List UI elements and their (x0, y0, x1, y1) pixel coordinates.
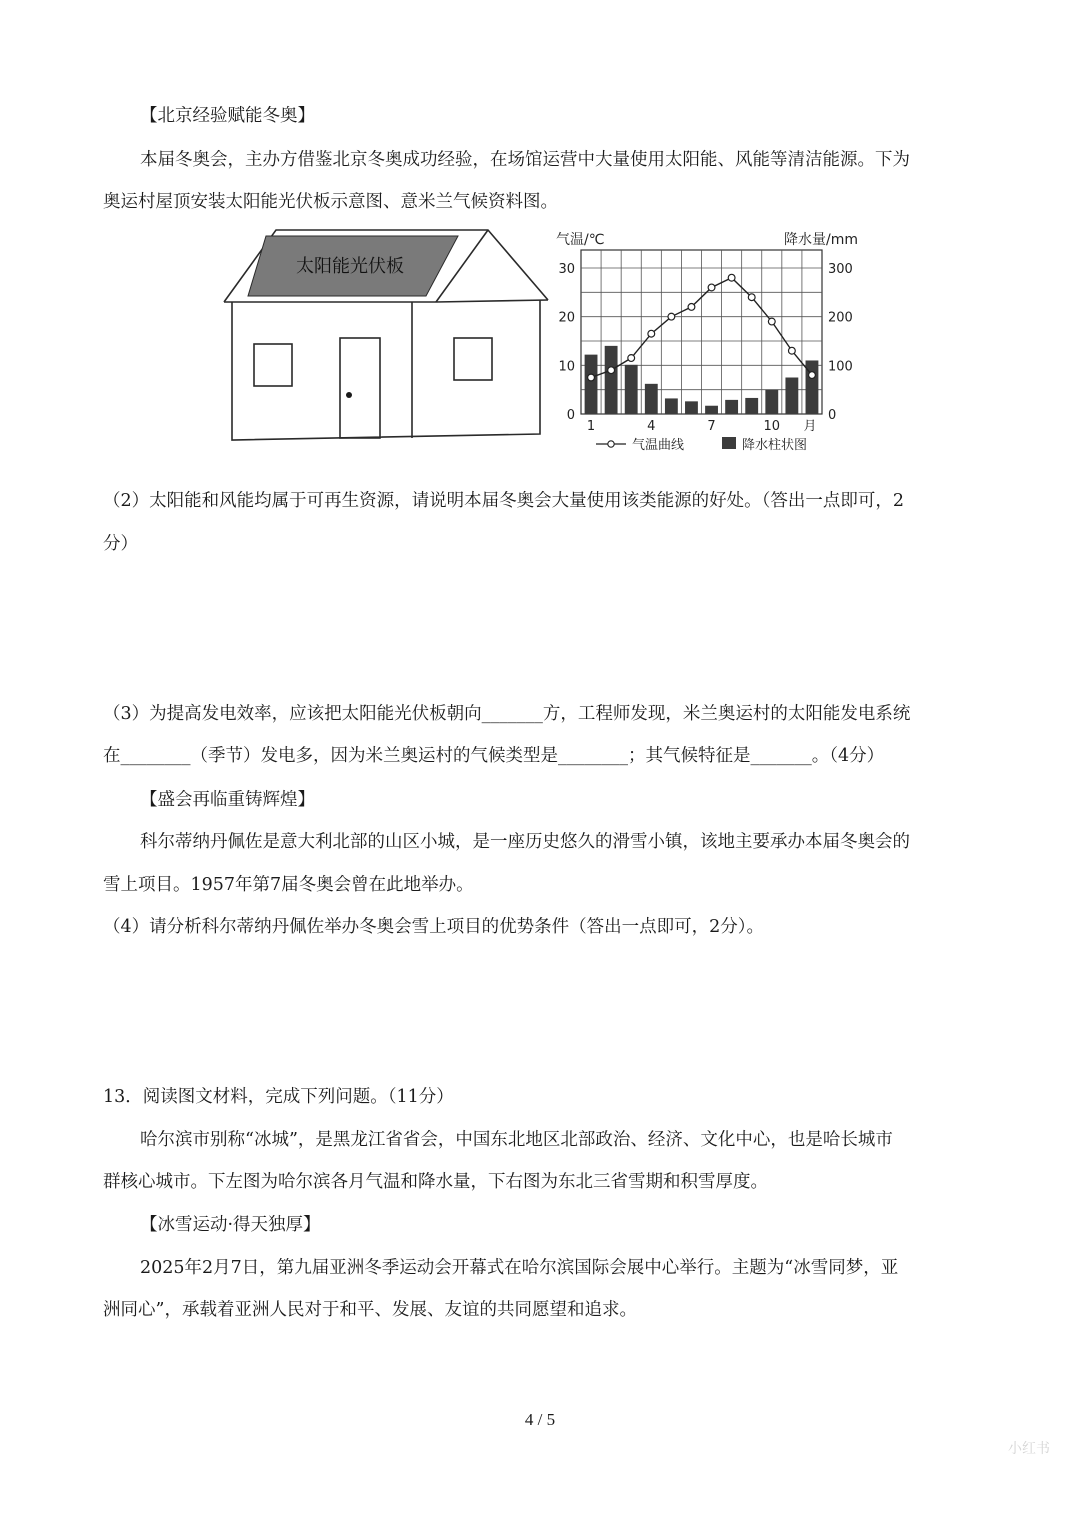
temp-point-m12 (809, 372, 816, 379)
q13-title: 13．阅读图文材料，完成下列问题。（11分） (103, 1087, 454, 1107)
house-solar-panel-figure (222, 228, 552, 448)
y-right-tick-100: 100 (828, 359, 853, 375)
precip-bar-m9 (745, 398, 758, 414)
y-right-tick-200: 200 (828, 310, 853, 326)
temp-point-m1 (588, 374, 595, 381)
temp-point-m3 (628, 355, 635, 362)
section-heading-glory: 【盛会再临重铸辉煌】 (140, 790, 315, 810)
q2-line1: （2）太阳能和风能均属于可再生资源，请说明本届冬奥会大量使用该类能源的好处。（答出一点即可，2 (103, 491, 905, 511)
temp-point-m2 (608, 367, 615, 374)
precip-bar-m2 (605, 346, 618, 414)
solar-panel-label: 太阳能光伏板 (296, 256, 404, 277)
temp-point-m9 (748, 294, 755, 301)
x-tick-月: 月 (803, 419, 817, 434)
precip-bar-m1 (585, 355, 598, 414)
q13-p1-line2: 群核心城市。下左图为哈尔滨各月气温和降水量，下右图为东北三省雪期和积雪厚度。 (103, 1172, 768, 1192)
y-left-tick-30: 30 (558, 262, 575, 277)
temp-point-m8 (728, 274, 735, 281)
house-window-right (454, 338, 492, 380)
x-tick-1: 1 (586, 419, 596, 434)
legend-precip-label: 降水柱状图 (742, 438, 808, 453)
y-left-tick-20: 20 (558, 310, 575, 326)
house-door (340, 338, 380, 438)
house-wall-outline (232, 300, 540, 440)
section2-text-line1: 科尔蒂纳丹佩佐是意大利北部的山区小城，是一座历史悠久的滑雪小镇，该地主要承办本届冬奥会的 (140, 832, 910, 852)
q3-line1: （3）为提高发电效率，应该把太阳能光伏板朝向_______方，工程师发现，米兰奥运村的太阳能发电系统 (103, 704, 911, 724)
section1-intro-line1: 本届冬奥会，主办方借鉴北京冬奥成功经验，在场馆运营中大量使用太阳能、风能等清洁能源。下为 (140, 150, 910, 170)
y-right-tick-300: 300 (828, 262, 853, 277)
precip-bar-m5 (665, 398, 678, 414)
section1-intro-line2: 奥运村屋顶安装太阳能光伏板示意图、意米兰气候资料图。 (103, 192, 558, 212)
watermark-logo: 小红书 (1008, 1441, 1050, 1457)
legend-temp-label: 气温曲线 (632, 438, 685, 453)
precip-bar-m12 (806, 360, 819, 414)
q13-heading-ice-snow: 【冰雪运动·得天独厚】 (140, 1215, 321, 1235)
q2-line2: 分） (103, 534, 138, 554)
q13-p1-line1: 哈尔滨市别称“冰城”，是黑龙江省省会，中国东北地区北部政治、经济、文化中心，也是哈长城市 (140, 1130, 893, 1150)
x-tick-10: 10 (763, 419, 781, 434)
temp-point-m10 (768, 318, 775, 325)
x-tick-4: 4 (647, 419, 656, 434)
precip-bar-m4 (645, 384, 658, 414)
precip-bar-m8 (725, 400, 738, 414)
precip-bar-m3 (625, 365, 638, 414)
y-right-axis-label: 降水量/mm (784, 232, 858, 248)
page-number: 4 / 5 (524, 1410, 556, 1429)
temp-point-m11 (788, 347, 795, 354)
temp-point-m4 (648, 330, 655, 337)
temp-point-m7 (708, 284, 715, 291)
y-left-axis-label: 气温/℃ (556, 232, 605, 248)
door-knob (346, 392, 352, 398)
y-left-tick-10: 10 (558, 359, 575, 375)
precip-bar-m7 (705, 406, 718, 414)
legend-precip-swatch (722, 437, 736, 449)
q13-p2-line2: 洲同心”，承载着亚洲人民对于和平、发展、友谊的共同愿望和追求。 (103, 1300, 637, 1320)
legend-temp-marker (608, 441, 614, 447)
house-window-left (254, 344, 292, 386)
y-right-tick-0: 0 (828, 408, 837, 423)
q13-p2-line1: 2025年2月7日，第九届亚洲冬季运动会开幕式在哈尔滨国际会展中心举行。主题为“冰雪同梦，亚 (140, 1258, 899, 1278)
y-left-tick-0: 0 (566, 408, 575, 423)
precip-bar-m10 (765, 390, 778, 414)
section2-text-line2: 雪上项目。1957年第7届冬奥会曾在此地举办。 (103, 875, 474, 895)
x-tick-7: 7 (707, 419, 716, 434)
temp-point-m6 (688, 304, 695, 311)
temp-point-m5 (668, 313, 675, 320)
precip-bar-m6 (685, 401, 698, 414)
q4-line1: （4）请分析科尔蒂纳丹佩佐举办冬奥会雪上项目的优势条件（答出一点即可，2分）。 (103, 917, 765, 937)
section-heading-beijing: 【北京经验赋能冬奥】 (140, 106, 315, 126)
q3-line2: 在________（季节）发电多，因为米兰奥运村的气候类型是________；其气候特征是_______。（4分） (103, 746, 885, 766)
precip-bar-m11 (785, 378, 798, 415)
milan-climate-chart (552, 228, 862, 460)
